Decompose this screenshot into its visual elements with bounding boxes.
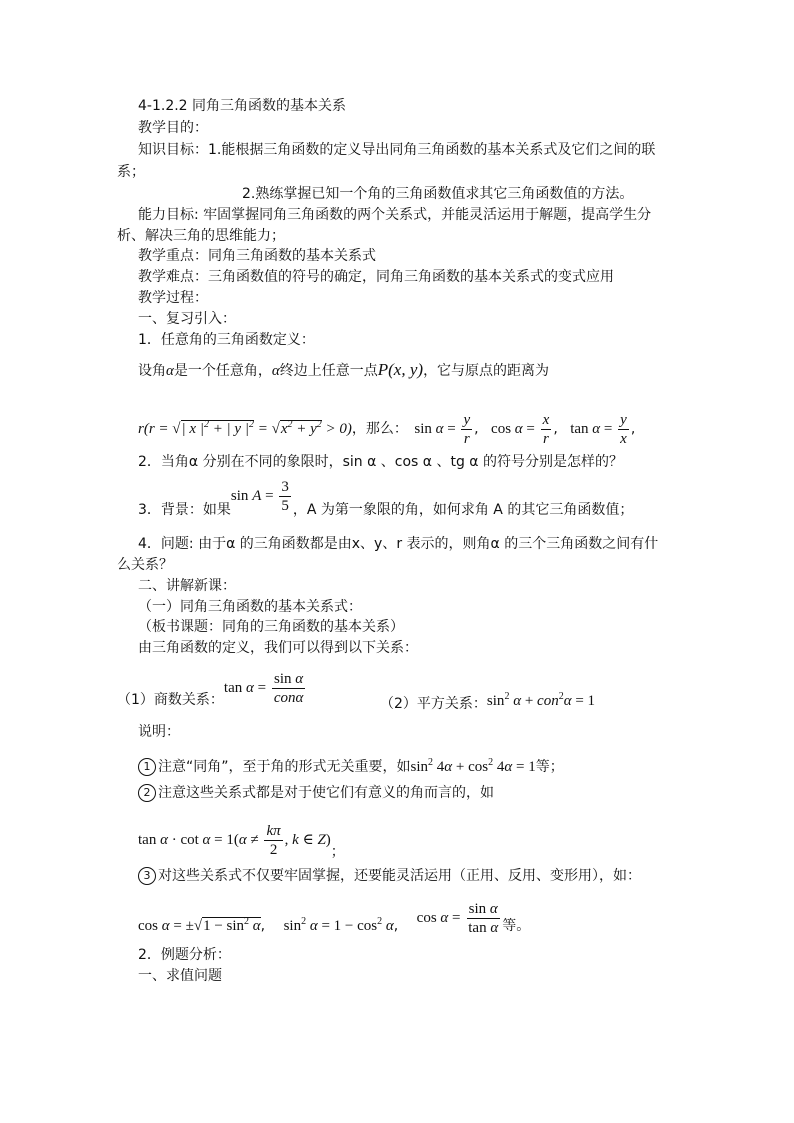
- text-line: 能力目标: 牢固掌握同角三角函数的两个关系式，并能灵活运用于解题，提高学生分: [138, 207, 652, 223]
- math-square: $\sin^2 \alpha + con^2\alpha = 1$: [486, 691, 596, 709]
- text-line: 教学难点：三角函数值的符号的确定，同角三角函数的基本关系式的变式应用: [138, 269, 614, 285]
- text-line: 2．当角α 分别在不同的象限时，sin α 、cos α 、tg α 的符号分别是怎样的？: [138, 454, 623, 470]
- circled-number: 1: [138, 758, 156, 776]
- math-sin-def: sin α = $\frac{y}{r}$: [414, 412, 471, 448]
- math-identity-4a: $\sin^2 4\alpha + \cos^2 4\alpha = 1$: [410, 757, 536, 775]
- text-line: 说明：: [138, 724, 180, 740]
- text-line: （板书课题：同角的三角函数的基本关系）: [138, 619, 404, 635]
- text-line: 一、复习引入：: [138, 311, 236, 327]
- math-tan-cot: tan α · cot α = 1(α ≠ $\frac{k\pi}{2}$ , k ∈ Z): [138, 823, 331, 859]
- math-r-def: r(r = √| x $|^2$ + | y $|^2 = √x^2 + y^2 > 0$): [138, 419, 352, 437]
- text-line: 2.熟练掌握已知一个角的三角函数值求其它三角函数值的方法。: [242, 186, 634, 202]
- text-line: 由三角函数的定义，我们可以得到以下关系：: [138, 640, 418, 656]
- text-line: 4．问题: 由于α 的三角函数都是由x、y、r 表示的，则角α 的三个三角函数之间有什: [138, 536, 659, 552]
- text-line: 教学过程：: [138, 290, 208, 306]
- text-line: 系；: [117, 164, 145, 180]
- math-cos-def: cos α = $\frac{x}{r}$: [491, 412, 550, 448]
- circled-number: 3: [138, 867, 156, 885]
- math-cos-sqrt: $\cos \alpha = \pm√1 - \sin^2 \alpha$: [138, 916, 261, 934]
- formula-line: 1 注意“同角”，至于角的形式无关重要，如$\sin^2 4\alpha + \cos^2 4\alpha = 1$等；: [138, 753, 564, 777]
- text-line: 教学重点：同角三角函数的基本关系式: [138, 248, 376, 264]
- formula-line: r(r = √| x $|^2$ + | y $|^2 = √x^2 + y^2 > 0$)，那么： sin α = $\frac{y}{r}$ , cos α = $\frac{x}{r}$ , tan α = $\frac{y}{x}$ ,: [138, 412, 636, 448]
- text-line: 么关系？: [117, 557, 173, 573]
- circled-number: 2: [138, 784, 156, 802]
- formula-line: （2）平方关系：$\sin^2 \alpha + con^2\alpha = 1$: [380, 691, 596, 712]
- formula-line: 3．背景：如果sin A = $\frac{3}{5}$ ，A 为第一象限的角，如何求角 A 的其它三角函数值；: [138, 479, 634, 518]
- text-line: 1．任意角的三角函数定义：: [138, 332, 315, 348]
- formula-line: 设角α是一个任意角，α终边上任意一点P(x, y)，它与原点的距离为: [138, 360, 550, 379]
- formula-line: tan α · cot α = 1(α ≠ $\frac{k\pi}{2}$ , k ∈ Z)；: [138, 823, 345, 860]
- math-point: P(x, y): [377, 360, 424, 379]
- text-line: 一、求值问题: [138, 968, 222, 984]
- formula-line: 2 注意这些关系式都是对于使它们有意义的角而言的，如: [138, 783, 494, 803]
- text-line: （一）同角三角函数的基本关系式：: [138, 599, 362, 615]
- text-line: 析、解决三角的思维能力；: [117, 228, 285, 244]
- math-quotient: tan α = $\frac{\text{sin α}}{\text{conα}}$: [223, 671, 304, 707]
- formula-line: （1）商数关系：tan α = $\frac{\text{sin α}}{\text{conα}}$: [117, 680, 307, 720]
- formula-line: $\cos \alpha = \pm√1 - \sin^2 \alpha$, $\sin^2 \alpha = 1 - \cos^2 \alpha$, cos α = $\frac{\text{sin α}}{\text{tan α}}$ 等。: [138, 901, 531, 937]
- text-line: 教学目的：: [138, 120, 208, 136]
- text-line: 2．例题分析：: [138, 947, 231, 963]
- math-sinA: sin A = $\frac{3}{5}$: [230, 479, 289, 515]
- text-line: 二、讲解新课：: [138, 578, 236, 594]
- math-alpha: α: [271, 363, 280, 379]
- math-alpha: α: [166, 363, 174, 379]
- page-title: 4-1.2.2 同角三角函数的基本关系: [138, 98, 347, 114]
- formula-line: 3 对这些关系式不仅要牢固掌握，还要能灵活运用（正用、反用、变形用），如：: [138, 866, 641, 886]
- math-tan-def: tan α = $\frac{y}{x}$: [570, 412, 627, 448]
- math-cos-frac: cos α = $\frac{\text{sin α}}{\text{tan α}}$: [416, 901, 499, 937]
- math-sin-square: $\sin^2 \alpha = 1 - \cos^2 \alpha$: [283, 916, 394, 934]
- text-line: 知识目标：1.能根据三角函数的定义导出同角三角函数的基本关系式及它们之间的联: [138, 142, 656, 158]
